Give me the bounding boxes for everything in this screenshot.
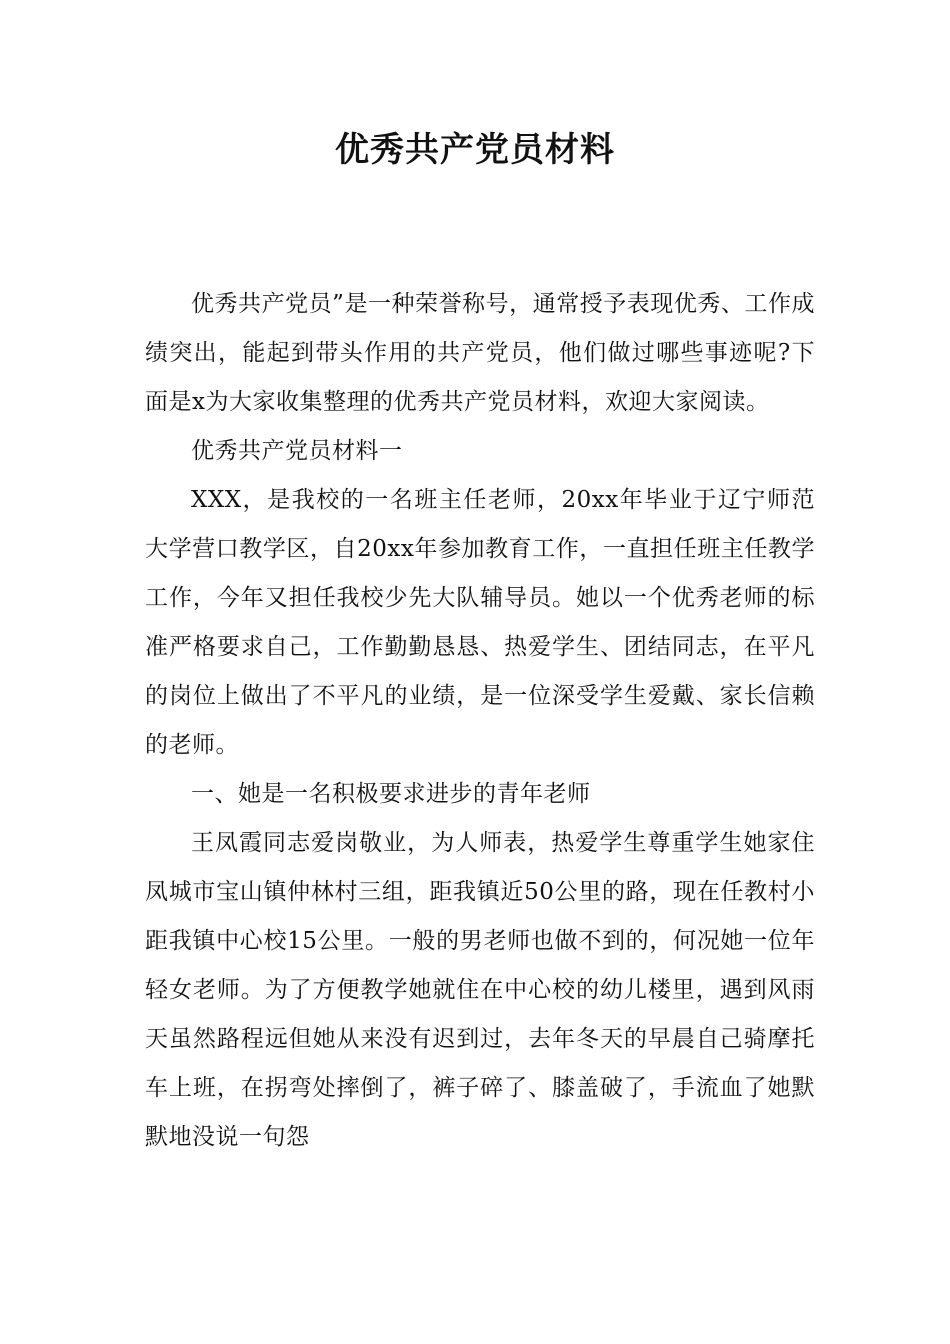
section-heading: 优秀共产党员材料一 [191, 438, 403, 464]
document-title: 优秀共产党员材料 [335, 130, 615, 170]
body-paragraph: XXX，是我校的一名班主任老师，20xx年毕业于辽宁师范大学营口教学区，自20xx年参加教育工作，一直担任班主任教学工作，今年又担任我校少先大队辅导员。她以一个优秀老师的标准严格要求自己，工作勤勤恳恳、热爱学生、团结同志，在平凡的岗位上做出了不平凡的业绩，是一位深受学生爱戴、家长信赖的老师。 [145, 487, 815, 758]
subsection-heading: 一、她是一名积极要求进步的青年老师 [191, 781, 591, 807]
document-body [145, 280, 815, 1162]
body-paragraph: 王凤霞同志爱岗敬业，为人师表，热爱学生尊重学生她家住凤城市宝山镇仲林村三组，距我镇近50公里的路，现在任教村小距我镇中心校15公里。一般的男老师也做不到的，何况她一位年轻女老师。为了方便教学她就住在中心校的幼儿楼里，遇到风雨天虽然路程远但她从来没有迟到过，去年冬天的早晨自己骑摩托车上班，在拐弯处摔倒了，裤子碎了、膝盖破了，手流血了她默默地没说一句怨 [145, 830, 815, 1150]
intro-paragraph: 优秀共产党员”是一种荣誉称号，通常授予表现优秀、工作成绩突出，能起到带头作用的共产党员，他们做过哪些事迹呢?下面是x为大家收集整理的优秀共产党员材料，欢迎大家阅读。 [145, 291, 815, 415]
